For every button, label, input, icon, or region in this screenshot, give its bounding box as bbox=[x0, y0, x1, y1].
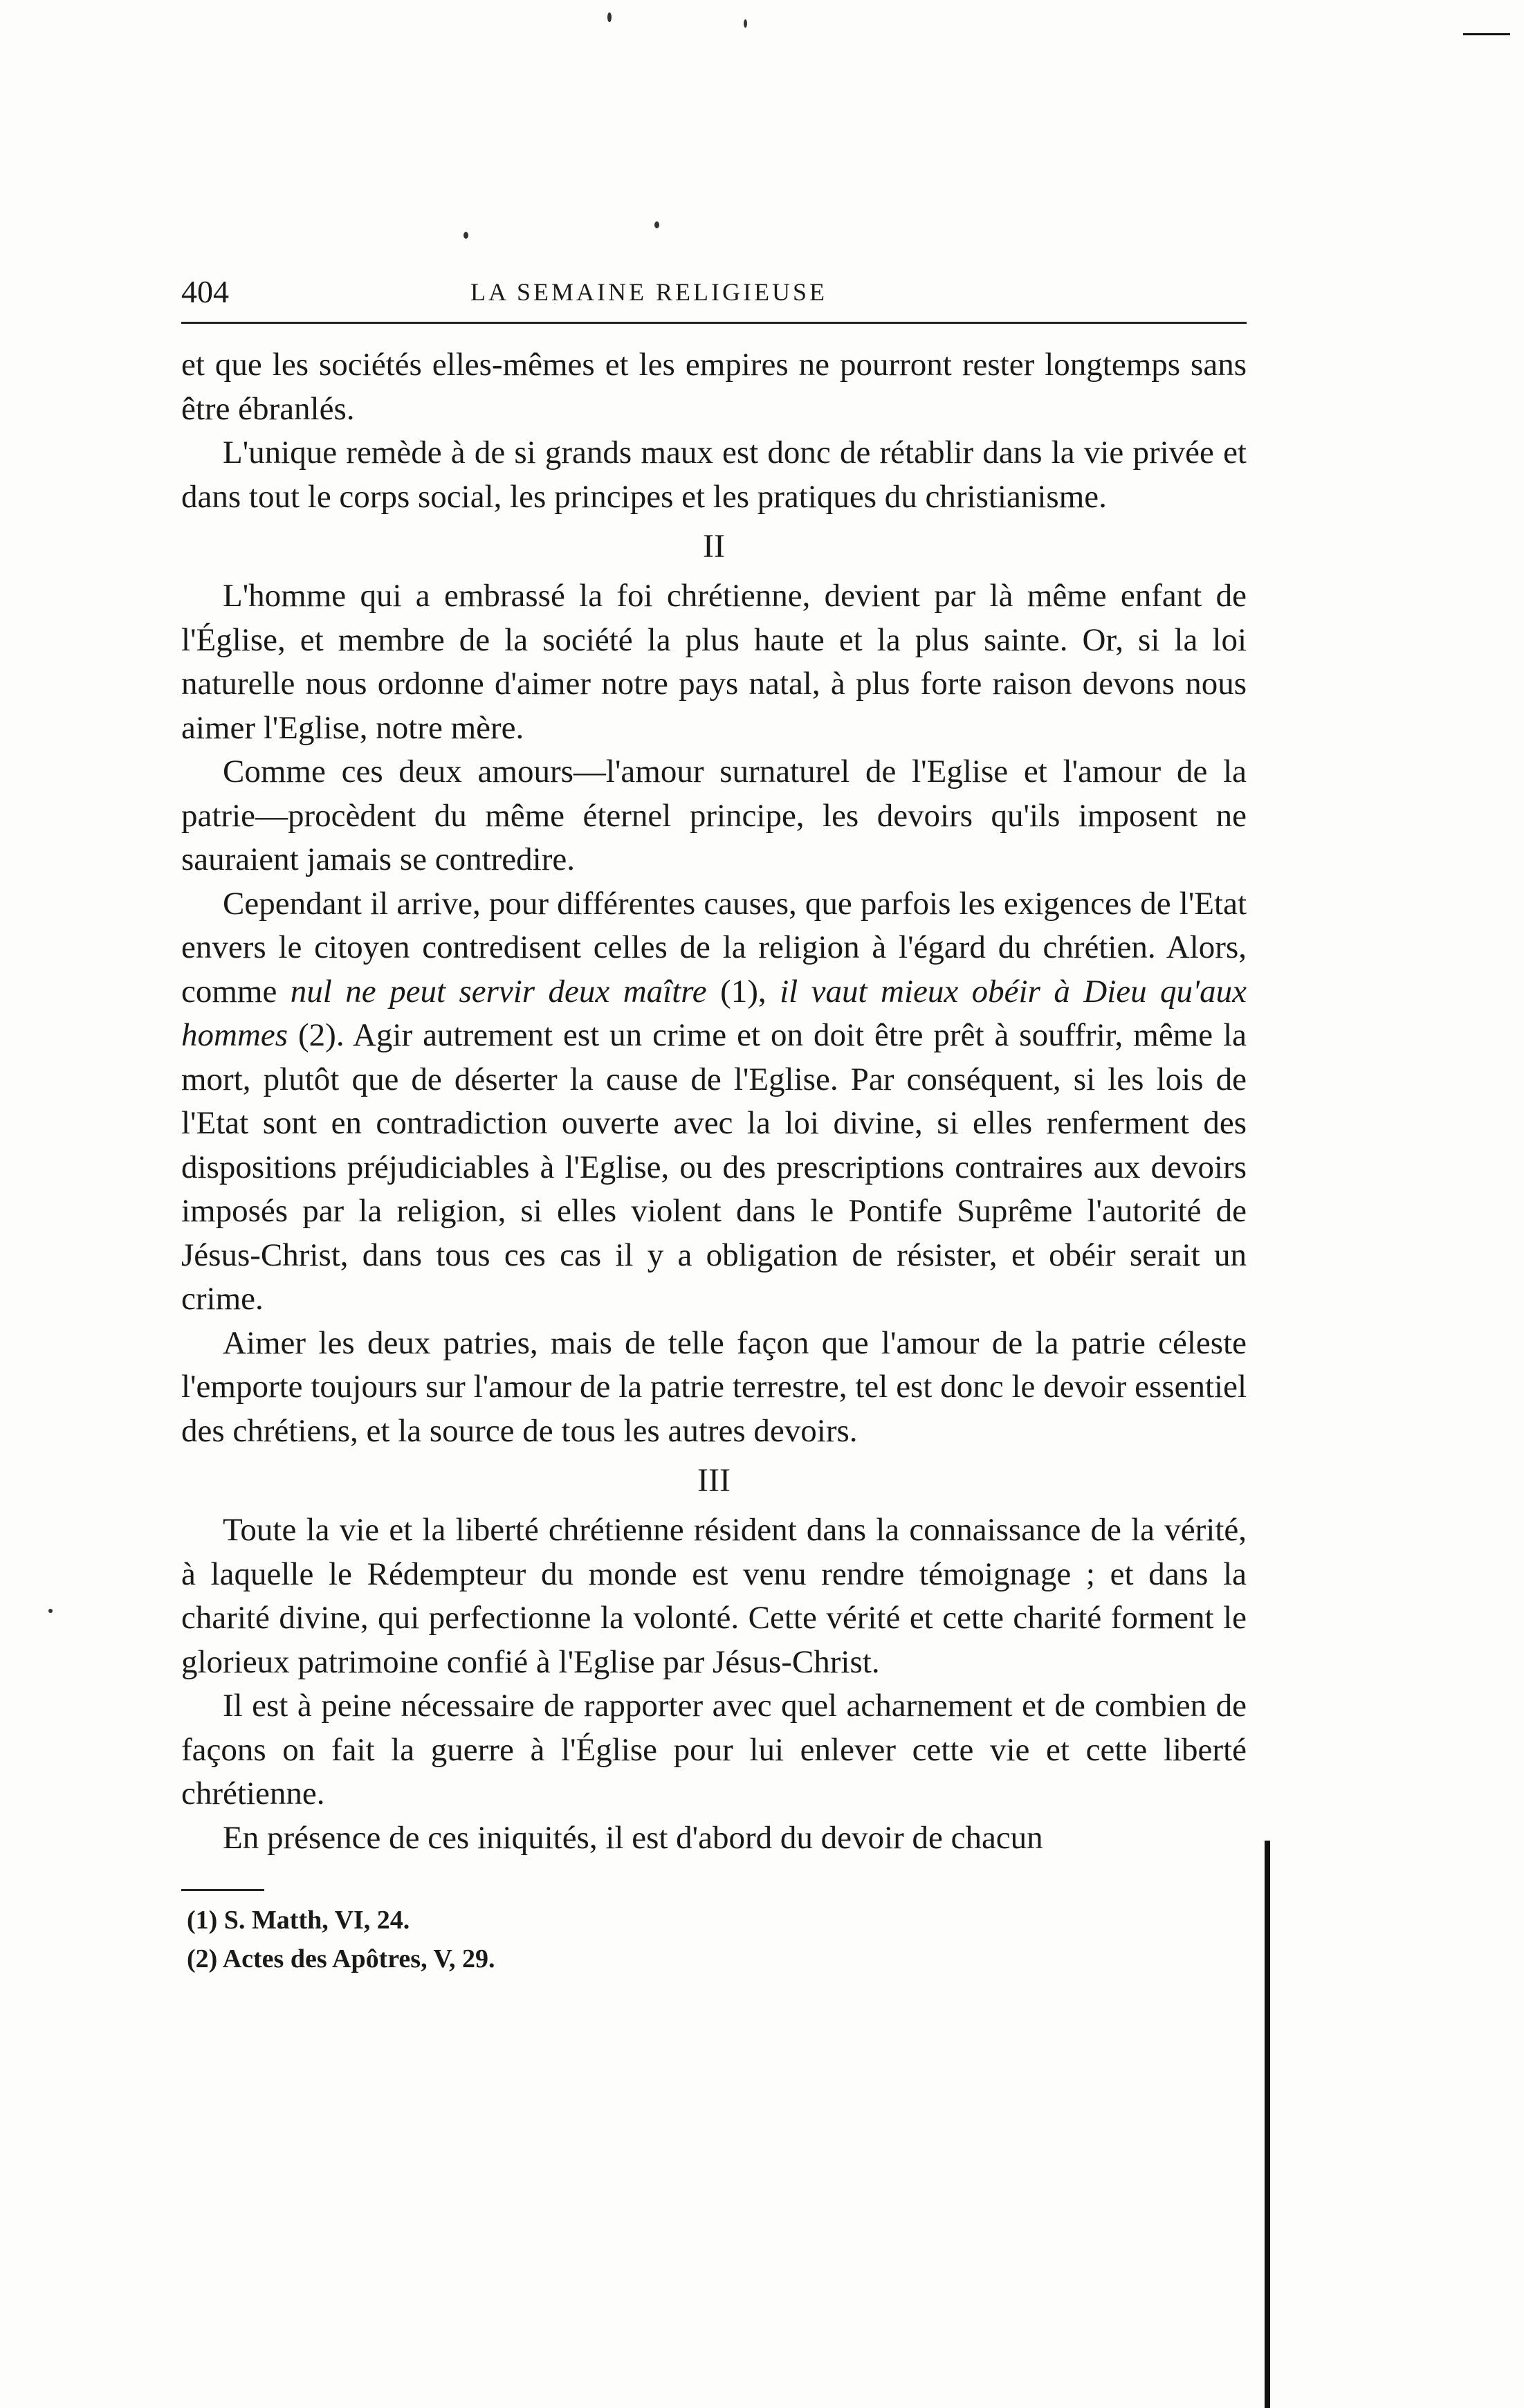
section-heading: III bbox=[697, 1462, 731, 1499]
paragraph: Il est à peine nécessaire de rapporter avec quel acharnement et de combien de façons on fait la guerre à l'Église pour lui enlever cette vie et cette liberté chrétienne. bbox=[181, 1688, 1247, 1812]
paragraph: Comme ces deux amours—l'amour surnaturel de l'Eglise et l'amour de la patrie—procèdent du même éternel principe, les devoirs qu'ils imposent ne sauraient jamais se contredire. bbox=[181, 754, 1247, 877]
paragraph: L'homme qui a embrassé la foi chrétienne, devient par là même enfant de l'Église, et membre de la société la plus haute et la plus sainte. Or, si la loi naturelle nous ordonne d'aimer notre pays natal, à plus forte raison devons nous aimer l'Eglise, notre mère. bbox=[181, 578, 1247, 746]
book-page bbox=[181, 273, 1247, 1978]
scan-speck bbox=[654, 221, 659, 228]
text-run: (2). Agir autrement est un crime et on doit être prêt à souffrir, même la mort, plutôt que de déserter la cause de l'Eglise. Par conséquent, si les lois de l'Etat sont en contradiction ouverte avec la loi divine, si elles renferment des dispositions préjudiciables à l'Eglise, ou des prescriptions contraires aux devoirs imposés par la religion, si elles violent dans le Pontife Suprême l'autorité de Jésus-Christ, dans tous ces cas il y a obligation de résister, et obéir serait un crime. bbox=[181, 1017, 1247, 1317]
footnote-rule bbox=[181, 1889, 264, 1891]
scan-speck bbox=[744, 19, 747, 28]
paragraph: Toute la vie et la liberté chrétienne résident dans la connaissance de la vérité, à laquelle le Rédempteur du monde est venu rendre témoignage ; et dans la charité divine, qui perfectionne la volonté. Cette vérité et cette charité forment le glorieux patrimoine confié à l'Eglise par Jésus-Christ. bbox=[181, 1512, 1247, 1680]
footnote-ref: (1), bbox=[706, 973, 780, 1010]
header-rule bbox=[181, 322, 1247, 324]
italic-quote: nul ne peut servir deux maître bbox=[290, 973, 707, 1010]
scan-speck bbox=[607, 12, 612, 22]
paragraph: En présence de ces iniquités, il est d'abord du devoir de chacun bbox=[223, 1819, 1043, 1856]
page-number: 404 bbox=[181, 274, 229, 309]
italic-quote: il vaut mieux obéir à Dieu qu'aux hommes bbox=[181, 973, 1247, 1053]
scan-speck bbox=[463, 232, 468, 239]
scan-edge-mark bbox=[1463, 33, 1510, 35]
text-run: Cependant il arrive, pour différentes causes, que parfois les exigences de l'Etat envers le citoyen contredisent celles de la religion à l'égard du chrétien. Alors, comme bbox=[181, 885, 1247, 1010]
footnote: (1) S. Matth, VI, 24. bbox=[187, 1906, 410, 1935]
paragraph bbox=[181, 882, 1247, 1322]
footnote: (2) Actes des Apôtres, V, 29. bbox=[187, 1944, 495, 1973]
page-header bbox=[181, 273, 1247, 322]
scan-speck bbox=[48, 1609, 53, 1613]
paragraph: L'unique remède à de si grands maux est donc de rétablir dans la vie privée et dans tout le corps social, les principes et les pratiques du christianisme. bbox=[181, 435, 1247, 515]
section-heading: II bbox=[703, 528, 725, 565]
paragraph: Aimer les deux patries, mais de telle façon que l'amour de la patrie céleste l'emporte toujours sur l'amour de la patrie terrestre, tel est donc le devoir essentiel des chrétiens, et la source de tous les autres devoirs. bbox=[181, 1324, 1247, 1449]
paragraph: et que les sociétés elles-mêmes et les empires ne pourront rester longtemps sans être ébranlés. bbox=[181, 347, 1247, 427]
scan-margin-line bbox=[1265, 1841, 1270, 2408]
running-head: LA SEMAINE RELIGIEUSE bbox=[470, 278, 827, 306]
